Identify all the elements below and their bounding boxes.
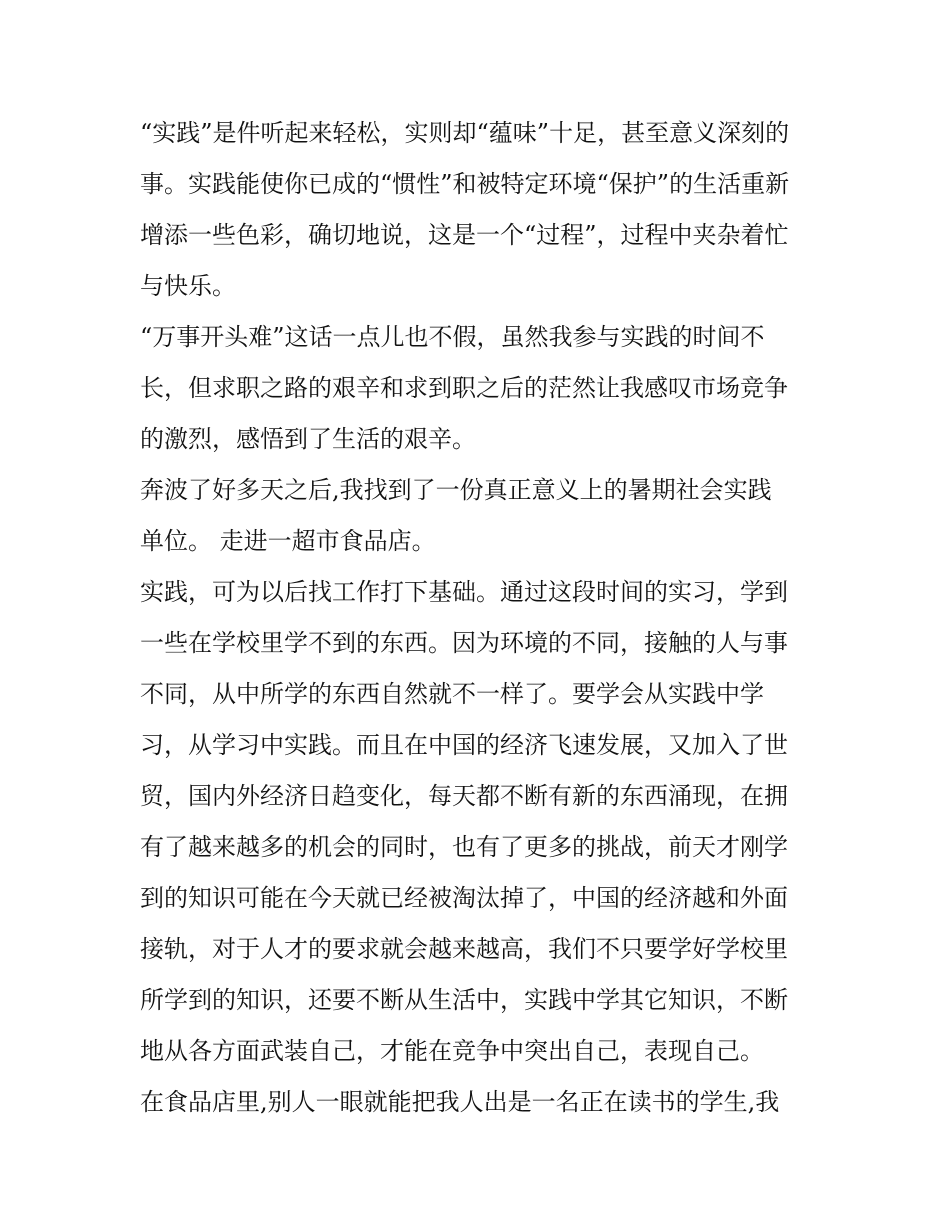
text-line: 接轨，对于人才的要求就会越来越高，我们不只要学好学校里 [140, 935, 788, 963]
text-line: “实践”是件听起来轻松，实则却“蕴味”十足，甚至意义深刻的 [140, 119, 790, 147]
text-line: 在食品店里,别人一眼就能把我人出是一名正在读书的学生,我 [140, 1088, 780, 1116]
document-body [140, 108, 820, 1128]
text-line: 所学到的知识，还要不断从生活中，实践中学其它知识，不断 [140, 986, 788, 1014]
text-line: 一些在学校里学不到的东西。因为环境的不同，接触的人与事 [140, 629, 788, 657]
text-line: 贸，国内外经济日趋变化，每天都不断有新的东西涌现，在拥 [140, 782, 788, 810]
text-line: 习，从学习中实践。而且在中国的经济飞速发展，又加入了世 [140, 731, 788, 759]
text-line: 的激烈，感悟到了生活的艰辛。 [140, 425, 476, 453]
text-line: 与快乐。 [140, 272, 236, 300]
text-line: 有了越来越多的机会的同时，也有了更多的挑战，前天才刚学 [140, 833, 788, 861]
text-line: 不同，从中所学的东西自然就不一样了。要学会从实践中学 [140, 680, 764, 708]
text-line: 奔波了好多天之后,我找到了一份真正意义上的暑期社会实践 [140, 476, 772, 504]
text-line: 到的知识可能在今天就已经被淘汰掉了，中国的经济越和外面 [140, 884, 788, 912]
text-line: 事。实践能使你已成的“惯性”和被特定环境“保护”的生活重新 [140, 170, 790, 198]
text-line: “万事开头难”这话一点儿也不假，虽然我参与实践的时间不 [140, 323, 765, 351]
text-line: 增添一些色彩，确切地说，这是一个“过程”，过程中夹杂着忙 [140, 221, 789, 249]
text-line: 长，但求职之路的艰辛和求到职之后的茫然让我感叹市场竞争 [140, 374, 788, 402]
text-line: 地从各方面武装自己，才能在竞争中突出自己，表现自己。 [140, 1037, 764, 1065]
text-line: 实践，可为以后找工作打下基础。通过这段时间的实习，学到 [140, 578, 788, 606]
text-line: 单位。 走进一超市食品店。 [140, 527, 436, 555]
